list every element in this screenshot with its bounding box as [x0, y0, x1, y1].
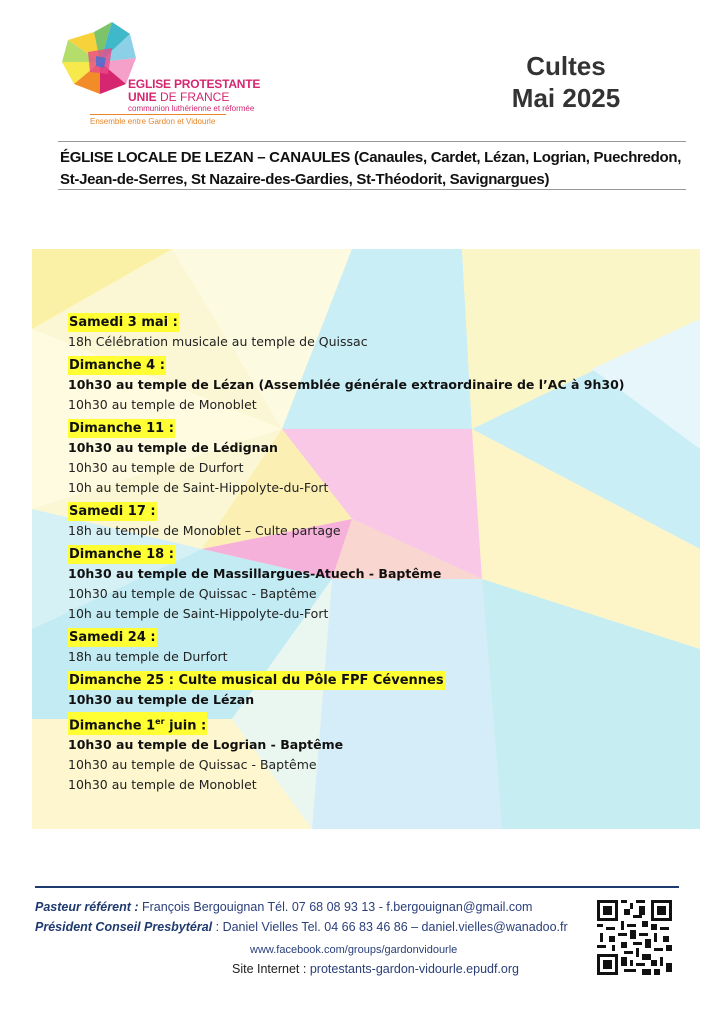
list-item	[68, 712, 668, 795]
service-line: 18h au temple de Durfort	[68, 649, 228, 664]
president-contact	[35, 920, 568, 934]
list-item	[68, 417, 668, 498]
service-line: 10h au temple de Saint-Hippolyte-du-Fort	[68, 606, 329, 621]
logo-line-2	[128, 91, 260, 104]
service-line: 10h30 au temple de Monoblet	[68, 397, 257, 412]
facebook-link[interactable]: www.facebook.com/groups/gardonvidourle	[250, 944, 458, 956]
day-heading	[68, 712, 207, 735]
service-line: 18h au temple de Monoblet – Culte partage	[68, 523, 341, 538]
qr-code	[597, 900, 672, 975]
pastor-value: François Bergouignan Tél. 07 68 08 93 13 - f.bergouignan@gmail.com	[138, 900, 533, 914]
schedule-list	[68, 311, 668, 797]
website-link[interactable]: protestants-gardon-vidourle.epudf.org	[306, 962, 519, 976]
list-item	[68, 543, 668, 624]
footer-rule	[35, 886, 679, 888]
logo-line-1: EGLISE PROTESTANTE	[128, 77, 261, 91]
day-heading: Dimanche 18 :	[69, 547, 174, 562]
day-superscript: er	[155, 717, 165, 726]
church-heading	[60, 147, 690, 191]
logo-de-france: DE FRANCE	[156, 90, 230, 104]
website-label: Site Internet :	[232, 962, 307, 976]
logo-text	[128, 78, 260, 114]
service-line: 10h30 au temple de Massillargues-Atuech - Baptême	[68, 566, 442, 581]
list-item	[68, 669, 668, 710]
church-line-1: ÉGLISE LOCALE DE LEZAN – CANAULES (Canaules, Cardet, Lézan, Logrian, Puechredon,	[60, 149, 682, 166]
day-text-after: juin :	[164, 718, 207, 734]
subtitle: Mai 2025	[511, 83, 621, 113]
day-heading: Dimanche 4 :	[69, 358, 165, 373]
service-line: 10h au temple de Saint-Hippolyte-du-Fort	[68, 480, 329, 495]
service-line: 10h30 au temple de Lézan	[68, 692, 255, 707]
church-line-2: St-Jean-de-Serres, St Nazaire-des-Gardies, St-Théodorit, Savignargues)	[60, 171, 550, 188]
president-value: : Daniel Vielles Tel. 04 66 83 46 86 – daniel.vielles@wanadoo.fr	[212, 920, 568, 934]
pastor-label: Pasteur référent :	[35, 900, 139, 914]
service-line: 10h30 au temple de Quissac - Baptême	[68, 757, 317, 773]
day-text: Dimanche 1	[69, 718, 156, 734]
day-heading: Samedi 24 :	[69, 630, 156, 645]
president-label: Président Conseil Presbytéral	[35, 920, 213, 934]
service-line: 10h30 au temple de Lédignan	[68, 440, 278, 455]
service-line: 10h30 au temple de Quissac - Baptême	[68, 586, 317, 601]
service-line: 18h Célébration musicale au temple de Quissac	[68, 334, 368, 349]
service-line: 10h30 au temple de Monoblet	[68, 777, 257, 793]
title: Cultes	[526, 51, 606, 81]
day-heading: Dimanche 11 :	[69, 421, 174, 436]
list-item	[68, 354, 668, 415]
website-line	[232, 962, 519, 976]
list-item	[68, 626, 668, 667]
day-heading: Samedi 3 mai :	[69, 315, 178, 330]
list-item	[68, 311, 668, 352]
qr-code-icon	[597, 900, 672, 975]
day-heading: Dimanche 25 : Culte musical du Pôle FPF Cévennes	[69, 673, 444, 688]
service-line: 10h30 au temple de Lézan (Assemblée générale extraordinaire de l’AC à 9h30)	[68, 377, 625, 392]
logo-divider	[90, 114, 226, 115]
day-heading: Samedi 17 :	[69, 504, 156, 519]
list-item	[68, 500, 668, 541]
pastor-contact	[35, 900, 532, 914]
page-title	[486, 50, 646, 114]
logo-unie: UNIE	[128, 90, 157, 104]
service-line: 10h30 au temple de Logrian - Baptême	[68, 737, 344, 753]
service-line: 10h30 au temple de Durfort	[68, 460, 244, 475]
logo-line-3: communion luthérienne et réformée	[128, 104, 255, 113]
logo-subtitle: Ensemble entre Gardon et Vidourle	[90, 117, 216, 126]
bottom-rule	[58, 189, 686, 190]
top-rule	[58, 141, 686, 142]
